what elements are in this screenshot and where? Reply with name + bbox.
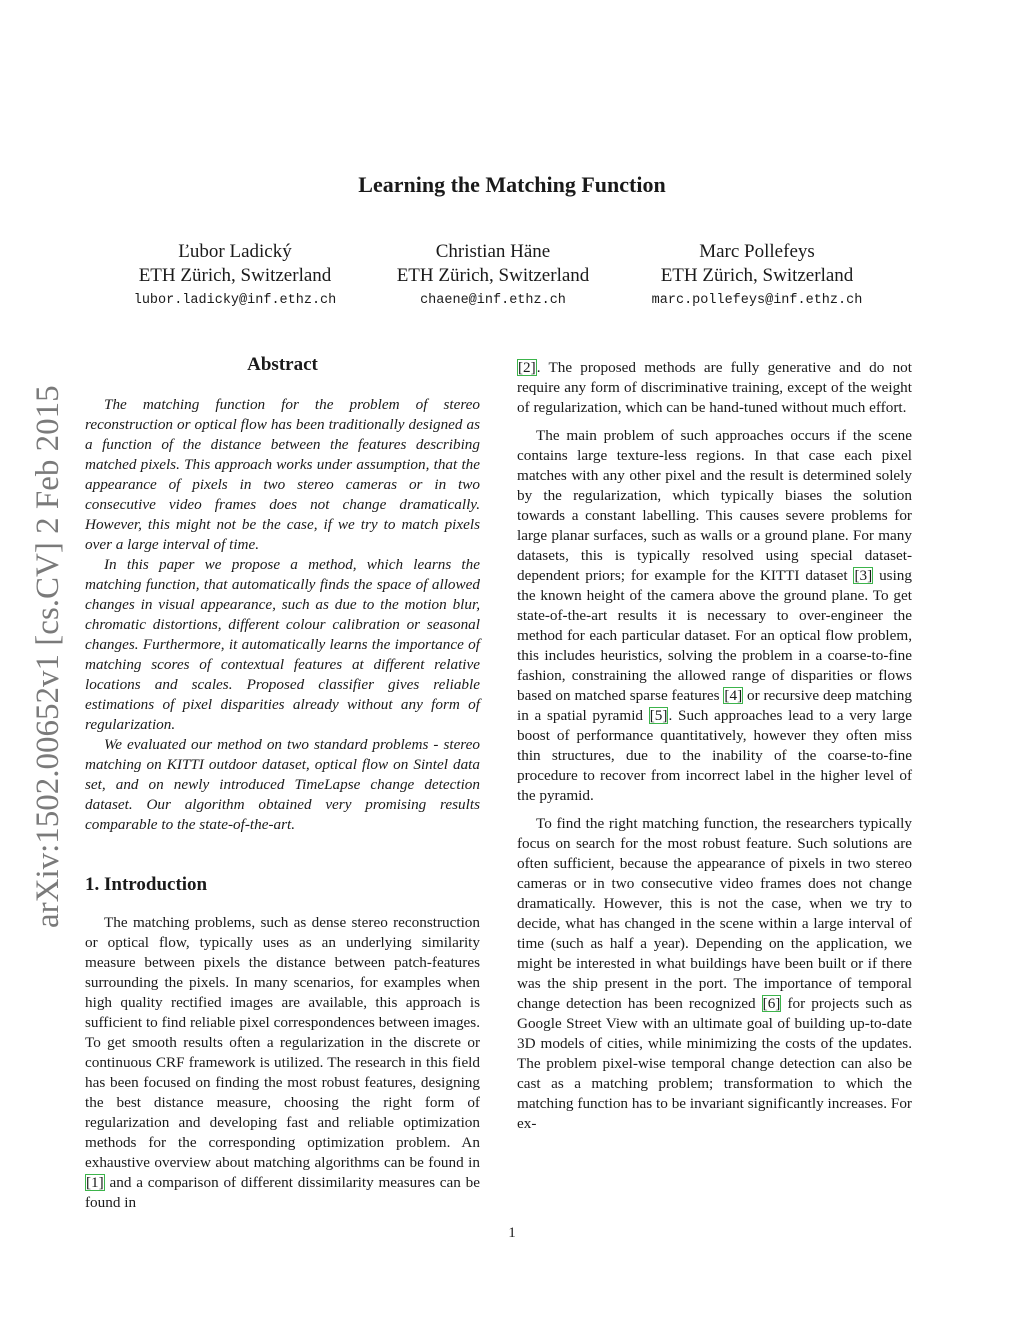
section-heading-introduction: 1. Introduction	[85, 874, 208, 895]
author-affiliation: ETH Zürich, Switzerland	[138, 265, 332, 286]
author-affiliation: ETH Zürich, Switzerland	[660, 265, 854, 286]
citation-link[interactable]: [1]	[86, 1174, 104, 1191]
abstract-paragraph: In this paper we propose a method, which learns the matching function, that automatically finds the space of allowed changes in visual appearance, such as due to the motion blur, chromatic distortions, different colour calibration or seasonal changes. Furthermore, it automatically learns the importance of matching scores of contextual features at different relative locations and scales. Proposed classifier gives reliable estimations of pixel disparities already without any form of regularization.	[85, 556, 480, 733]
abstract	[85, 395, 480, 835]
author-block	[85, 240, 385, 310]
intro-paragraph	[517, 426, 912, 806]
author-email[interactable]: chaene@inf.ethz.ch	[420, 293, 566, 308]
author-affiliation: ETH Zürich, Switzerland	[396, 265, 590, 286]
body-text: using the known height of the camera above the ground plane. To get state-of-the-art results it is necessary to over-engineer the method for each particular dataset. For an optical flow problem, this includes heuristics, solving the problem in a coarse-to-fine fashion, constraining the allowed range of disparities or flows based on matched sparse features	[517, 567, 912, 704]
body-text: and a comparison of different dissimilarity measures can be found in	[85, 1174, 480, 1211]
intro-paragraph	[85, 913, 480, 1213]
citation-link[interactable]: [6]	[762, 995, 781, 1012]
body-text: . The proposed methods are fully generative and do not require any form of discriminative training, except of the weight of regularization, which can be hand-tuned without much effort.	[517, 359, 912, 416]
author-block	[607, 240, 907, 310]
body-text: for projects such as Google Street View with an ultimate goal of building up-to-date 3D models of cities, while minimizing the costs of the updates. The problem pixel-wise temporal change detection can also be cast as a matching problem; transformation to which the matching function has to be invariant significantly increases. For ex-	[517, 995, 912, 1132]
abstract-paragraph: We evaluated our method on two standard problems - stereo matching on KITTI outdoor dataset, optical flow on Sintel data set, and on newly introduced TimeLapse change detection dataset. Our algorithm obtained very promising results comparable to the state-of-the-art.	[85, 736, 480, 833]
abstract-heading: Abstract	[247, 354, 318, 375]
left-column	[85, 355, 480, 1213]
citation-link[interactable]: [4]	[724, 687, 743, 704]
page-number: 1	[508, 1225, 516, 1241]
body-text: The matching problems, such as dense stereo reconstruction or optical flow, typically uses as an underlying similarity measure between pixels the distance between patch-features surrounding the pixels. In many scenarios, for examples when high quality rectified images are available, this approach is sufficient to find reliable pixel correspondences between images. To get smooth results often a regularization in the discrete or continuous CRF framework is utilized. The research in this field has been focused on finding the most robust features, designing the best distance measure, choosing the right form of regularization and developing fast and reliable optimization methods for the corresponding optimization problem. An exhaustive overview about matching algorithms can be found in	[85, 914, 480, 1171]
arxiv-identifier: arXiv:1502.00652v1 [cs.CV] 2 Feb 2015	[30, 385, 66, 928]
paper-title: Learning the Matching Function	[358, 172, 666, 197]
citation-link[interactable]: [3]	[854, 567, 873, 584]
author-name: Marc Pollefeys	[699, 241, 815, 262]
intro-paragraph-continued	[517, 358, 912, 418]
author-name: Christian Häne	[435, 241, 551, 262]
body-text: . Such approaches lead to a very large boost of performance quantitatively, however they often miss thin structures, due to the inability of the coarse-to-fine procedure to recover from incorrect label in the higher level of the pyramid.	[517, 707, 912, 804]
body-text: To find the right matching function, the researchers typically focus on search for the most robust feature. Such solutions are often sufficient, because the appearance of pixels in two stereo cameras or in two consecutive video frames does not change dramatically. However, this is not the case, when we try to decide, what has changed in the scene within a large interval of time (such as half a year). Depending on the application, we might be interested in what buildings have been built or if there was the ship present in the port. The importance of temporal change detection has been recognized	[517, 815, 912, 1012]
author-email[interactable]: lubor.ladicky@inf.ethz.ch	[133, 293, 337, 308]
right-column	[517, 358, 912, 1134]
author-name: Ľubor Ladický	[178, 241, 292, 262]
citation-link[interactable]: [2]	[518, 359, 536, 376]
body-text: The main problem of such approaches occurs if the scene contains large texture-less regions. In that case each pixel matches with any other pixel and the result is determined solely by the regularization, which typically biases the solution towards a constant labelling. This causes severe problems for large planar surfaces, such as walls or a ground plane. For many datasets, this is typically resolved using special dataset-dependent priors; for example for the KITTI dataset	[517, 427, 912, 584]
author-email[interactable]: marc.pollefeys@inf.ethz.ch	[651, 293, 863, 308]
body-text: or recursive deep matching in a spatial pyramid	[517, 687, 912, 724]
abstract-paragraph: The matching function for the problem of stereo reconstruction or optical flow has been traditionally designed as a function of the distance between the features describing matched pixels. This approach works under assumption, that the appearance of pixels in two stereo cameras or in two consecutive video frames does not change dramatically. However, this might not be the case, if we try to match pixels over a large interval of time.	[85, 396, 480, 553]
citation-link[interactable]: [5]	[649, 707, 668, 724]
author-block	[343, 240, 643, 310]
intro-paragraph	[517, 814, 912, 1134]
